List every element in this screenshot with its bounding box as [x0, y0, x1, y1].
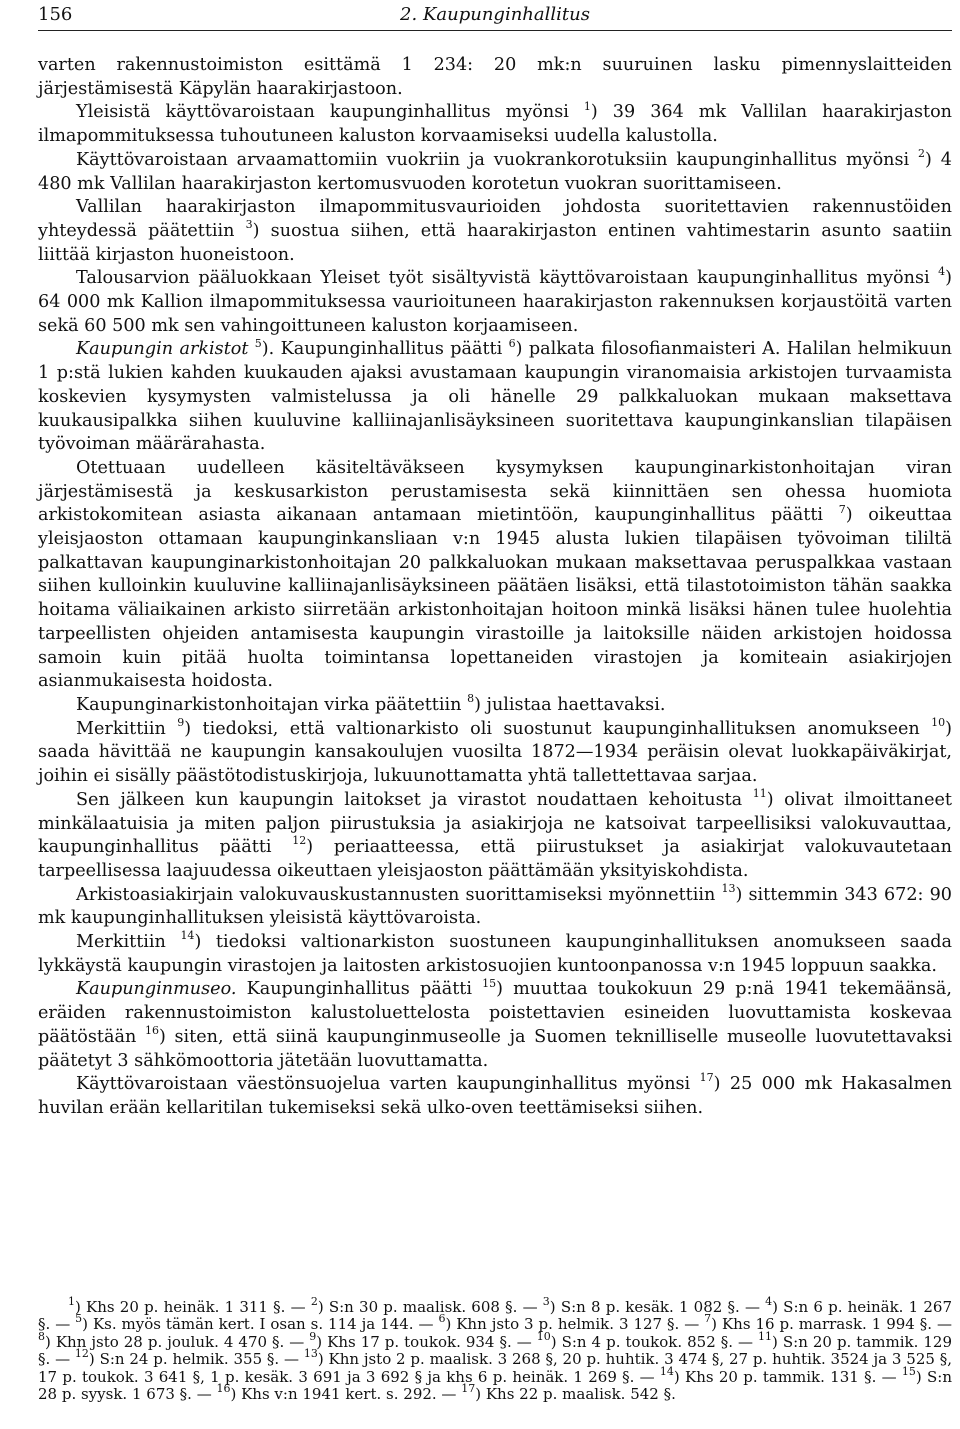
paragraph	[38, 267, 952, 338]
text-run: ) tiedoksi, että valtionarkisto oli suostunut kaupunginhallituksen anomukseen	[184, 718, 932, 739]
paragraph	[38, 881, 952, 931]
footnote-ref: 15	[901, 1364, 916, 1378]
text-run: ) Khs 22 p. maalisk. 542 §.	[475, 1385, 676, 1404]
footnote-ref: 10	[931, 715, 946, 729]
text-run: ) Khs 17 p. toukok. 934 §. —	[316, 1332, 537, 1351]
paragraph	[38, 146, 952, 196]
text-run: Käyttövaroistaan arvaamattomiin vuokriin ja vuokrankorotuksiin kaupunginhallitus myönsi	[76, 149, 919, 170]
paragraph	[38, 457, 952, 694]
text-run: ) S:n 24 p. helmik. 355 §. —	[88, 1350, 304, 1369]
paragraph	[38, 1073, 952, 1120]
text-run: ) S:n 6 p. heinäk. 1 267 §. —	[38, 1298, 952, 1334]
text-run: ) julistaa haettavaksi.	[474, 694, 666, 715]
footnote-ref: 7	[838, 502, 846, 516]
text-run: ) 25 000 mk Hakasalmen huvilan erään kellaritilan tukemiseksi sekä ulko-oven teettämiseksi siihen.	[38, 1074, 952, 1118]
paragraph	[38, 931, 952, 978]
text-run: ) sittemmin 343 672: 90 mk kaupunginhallituksen yleisistä käyttövaroista.	[38, 884, 952, 929]
footnote-ref: 9	[177, 715, 185, 729]
text-run	[248, 339, 254, 359]
text-run: Käyttövaroistaan väestönsuojelua varten kaupunginhallitus myönsi	[76, 1074, 700, 1095]
text-run: varten rakennustoimiston esittämä 1 234: 20 mk:n suuruinen lasku pimennyslaitteiden järjestämisestä Käpylän haarakirjastoon.	[38, 55, 952, 99]
text-run: ) Ks. myös tämän kert. I osan s. 114 ja 144. —	[82, 1315, 439, 1334]
text-run: ) S:n 8 p. kesäk. 1 082 §. —	[549, 1298, 766, 1316]
text-run: Arkistoasiakirjain valokuvauskustannusten suorittamiseksi myönnettiin	[76, 884, 722, 905]
text-run: ) S:n 20 p. tammik. 129 §. —	[38, 1332, 953, 1369]
footnote-ref: 8	[467, 692, 475, 706]
text-run: ) S:n 30 p. maalisk. 608 §. —	[317, 1298, 543, 1316]
footnote-ref: 12	[74, 1347, 89, 1361]
text-run: ) periaatteessa, että piirustukset ja asiakirjat valokuvautetaan tarpeellisessa laajuudessa oikeuttaen yleisjaoston päättämään yksityiskohdista.	[38, 837, 952, 881]
text-run: ) siten, että siinä kaupunginmuseolle ja Suomen teknilliselle museolle luovutettavaksi päätetyt 3 sähkömoottoria jätetään luovuttamatta.	[38, 1026, 953, 1071]
text-run: ) Khn jsto 28 p. jouluk. 4 470 §. —	[45, 1332, 310, 1351]
document-body	[38, 54, 952, 1121]
paragraph	[38, 196, 952, 267]
footnote-ref: 15	[482, 976, 497, 990]
paragraph	[38, 786, 952, 884]
section-heading: Kaupungin arkistot	[76, 339, 249, 360]
section-heading: Kaupunginmuseo.	[76, 979, 237, 1000]
text-run: Talousarvion pääluokkaan Yleiset työt sisältyvistä käyttövaroistaan kaupunginhallitus myönsi	[76, 268, 939, 289]
footnote-ref: 17	[461, 1382, 476, 1396]
text-run: ) muuttaa toukokuun 29 p:nä 1941 tekemäänsä, eräiden rakennustoimiston kalustoluettelosta poistettavien esineiden luovuttamista koskevaa päätöstään	[38, 979, 953, 1047]
footnote-ref: 13	[721, 881, 736, 895]
text-run: Yleisistä käyttövaroistaan kaupunginhallitus myönsi	[76, 102, 584, 123]
text-run: Merkittiin	[76, 932, 181, 953]
text-run: ) S:n 28 p. syysk. 1 673 §. —	[38, 1367, 952, 1404]
footnote-ref: 11	[758, 1329, 773, 1343]
footnote-ref: 2	[310, 1295, 318, 1308]
footnote-ref: 3	[245, 218, 253, 232]
footnote-ref: 16	[216, 1382, 231, 1396]
text-run: ) Khs v:n 1941 kert. s. 292. —	[230, 1385, 462, 1404]
text-run: ) Khn jsto 3 p. helmik. 3 127 §. —	[445, 1315, 705, 1334]
paragraph	[38, 54, 952, 101]
footnote-ref: 6	[438, 1312, 446, 1326]
footnote-ref: 4	[765, 1295, 773, 1308]
text-run: ) Khs 20 p. tammik. 131 §. —	[673, 1367, 902, 1386]
footnote-ref: 9	[309, 1329, 317, 1343]
footnotes	[38, 1295, 953, 1404]
page-number: 156	[38, 4, 73, 25]
text-run: ) 4 480 mk Vallilan haarakirjaston kertomusvuoden korotetun vuokran suorittamiseen.	[38, 149, 952, 194]
text-run: Merkittiin	[76, 718, 178, 739]
footnote-ref: 11	[752, 786, 767, 800]
text-run: ) S:n 4 p. toukok. 852 §. —	[550, 1332, 759, 1351]
text-run: ) suostua siihen, että haarakirjaston entinen vahtimestarin asunto saatiin liittää kirjaston huoneistoon.	[38, 220, 953, 265]
paragraph	[38, 338, 952, 457]
footnote-block	[38, 1295, 953, 1404]
footnote-ref: 1	[583, 99, 591, 113]
footnote-ref: 6	[508, 336, 516, 350]
footnote-ref: 16	[144, 1023, 159, 1037]
paragraph	[38, 978, 952, 1073]
text-run: ) saada hävittää ne kaupungin kansakoulujen vuosilta 1872—1934 peräisin olevat luokkapäiväkirjat, joihin ei sisälly päästötodistuskirjoja, lukuunottamatta yhtä tallettettavaa sarjaa.	[38, 718, 952, 787]
text-run: ) Khn jsto 2 p. maalisk. 3 268 §, 20 p. huhtik. 3 474 §, 27 p. huhtik. 3524 ja 3 525 §, 17 p. toukok. 3 641 §, 1 p. kesäk. 3 691 ja 3 692 § ja khs 6 p. heinäk. 1 269 §. —	[38, 1350, 952, 1386]
footnote-ref: 12	[292, 834, 307, 848]
text-run: ) Khs 16 p. marrask. 1 994 §. —	[711, 1315, 952, 1334]
footnote-ref: 17	[699, 1071, 714, 1085]
paragraph	[38, 715, 952, 789]
text-run: ) olivat ilmoittaneet minkälaatuisia ja miten paljon piirustuksia ja asiakirjoja ne katsoivat tarpeellisiksi valokuvauttaa, kaupunginhallitus päätti	[38, 789, 952, 858]
paragraph	[38, 694, 952, 718]
footnote-ref: 5	[75, 1312, 83, 1326]
text-run: ) 39 364 mk Vallilan haarakirjaston ilmapommituksessa tuhoutuneen kaluston korvaamiseksi uudella kalustolla.	[38, 102, 952, 147]
footnote-ref: 14	[180, 929, 195, 943]
text-run: ) palkata filosofianmaisteri A. Halilan helmikuun 1 p:stä lukien kahden kuukauden ajaksi avustamaan kaupungin viranomaisia arkistojen turvaamista koskevien kysymysten valmistelussa ja oli hänelle 29 palkkaluokan mukaan maksettava kuukausipalkka siihen kuuluvine kalliinajanlisäyksineen suoritettava kaupunginkanslian tilapäisen työvoiman määrärahasta.	[38, 339, 953, 455]
footnote-ref: 2	[918, 146, 926, 160]
footnote-ref: 14	[659, 1364, 674, 1378]
text-run: Otettuaan uudelleen käsiteltäväkseen kysymyksen kaupunginarkistonhoitajan viran järjestämisestä ja keskusarkiston perustamisesta sekä kiinnittäen sen ohessa huomiota arkistokomitean asiasta aikanaan antamaan mietintöön, kaupunginhallitus päätti	[38, 457, 952, 526]
footnote-ref: 5	[254, 336, 262, 350]
footnote-ref: 1	[68, 1295, 75, 1308]
paragraph	[38, 101, 952, 148]
text-run: ) oikeuttaa yleisjaoston ottamaan kaupunginkansliaan v:n 1945 alusta lukien tilapäisen työvoiman tililtä palkattavan kaupunginarkistonhoitajan 20 palkkaluokan mukaan maksettavaa peruspalkkaa vastaan siihen kulloinkin kuuluvine kalliinajanlisäyksineen päätäen lisäksi, että tilastotoimiston tähän saakka hoitama väliaikainen arkisto siirretään arkistonhoitajan hoitoon minkä lisäksi hänen tulee huolehtia tarpeellisten ohjeiden antamisesta kaupungin virastoille ja laitoksille näiden arkistojen hoidossa samoin kuin pitää huolta toimintansa lopettaneiden virastojen ja komiteain asiakirjojen asianmukaisesta hoidosta.	[38, 505, 953, 692]
footnote-ref: 10	[536, 1329, 551, 1343]
footnote-ref: 7	[704, 1312, 712, 1326]
footnote-ref: 8	[38, 1329, 45, 1343]
text-run: Vallilan haarakirjaston ilmapommitusvaurioiden johdosta suoritettavien rakennustöiden yhteydessä päätettiin	[38, 197, 952, 241]
footnote-ref: 13	[303, 1347, 318, 1361]
footnote-ref: 4	[938, 265, 946, 279]
text-run: ) 64 000 mk Kallion ilmapommituksessa vaurioituneen haarakirjaston rakennuksen korjaustöitä varten sekä 60 500 mk sen vahingoittuneen kaluston korjaamiseen.	[38, 268, 952, 336]
text-run: Kaupunginarkistonhoitajan virka päätettiin	[76, 694, 468, 715]
page-header	[38, 4, 952, 31]
text-run: ) tiedoksi valtionarkiston suostuneen kaupunginhallituksen anomukseen saada lykkäystä kaupungin virastojen ja laitosten arkistosuojien kuntoonpanossa v:n 1945 loppuun saakka.	[38, 932, 952, 976]
text-run: Sen jälkeen kun kaupungin laitokset ja virastot noudattaen kehoitusta	[76, 789, 753, 810]
footnote-ref: 3	[542, 1295, 550, 1308]
text-run: ) Khs 20 p. heinäk. 1 311 §. —	[75, 1298, 311, 1316]
text-run: Kaupunginhallitus päätti	[236, 979, 483, 1000]
text-run: ). Kaupunginhallitus päätti	[261, 339, 509, 360]
running-title: 2. Kaupunginhallitus	[400, 4, 590, 25]
